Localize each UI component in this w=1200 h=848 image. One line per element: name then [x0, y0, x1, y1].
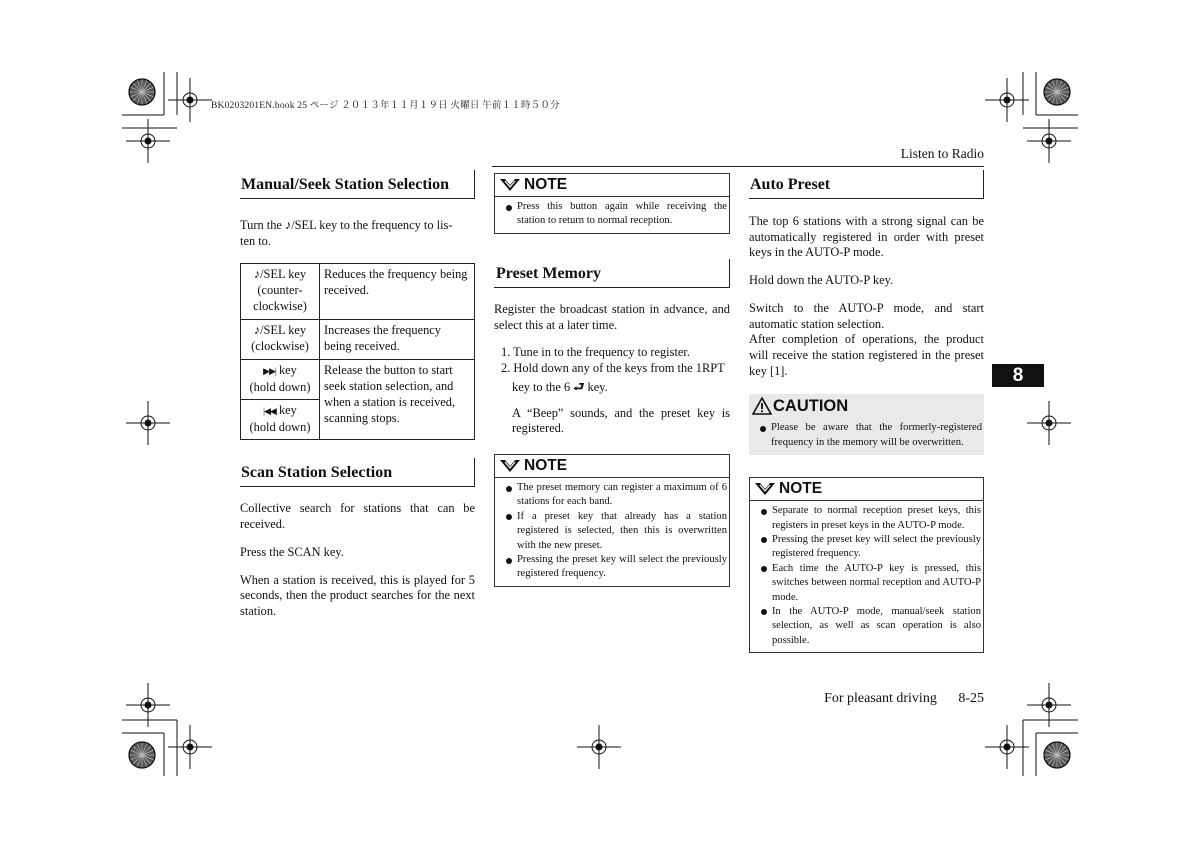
footer-page: 8-25: [958, 691, 984, 706]
manual-seek-title: Manual/Seek Station Selection: [241, 176, 450, 193]
note-header: [495, 174, 729, 197]
note-list: [750, 501, 983, 652]
key-cell: [241, 264, 320, 320]
note-list: [495, 478, 729, 586]
star-mark-tr: [1044, 79, 1070, 105]
desc-cell: Reduces the frequency being received.: [320, 264, 475, 320]
preset-title: Preset Memory: [496, 264, 601, 282]
note-item: Each time the AUTO-P key is pressed, this switches between normal reception and AUTO-P mode.: [760, 562, 981, 605]
column-1: [240, 170, 475, 620]
return-arrow-icon: ⮐: [573, 379, 585, 394]
scan-heading: [240, 458, 475, 487]
scan-p1: Collective search for stations that can be received.: [240, 501, 475, 532]
crosshair-mark-mr: [1027, 401, 1071, 445]
note-item: Pressing the preset key will select the previously registered frequency.: [505, 553, 727, 582]
step2-line1: 2. Hold down any of the keys from the 1RPT: [501, 360, 725, 375]
footer: [824, 691, 984, 707]
file-header: BK0203201EN.book 25 ページ ２０１３年１１月１９日 火曜日 午前１１時５０分: [211, 101, 560, 111]
note-item: Press this button again while receiving the station to return to normal reception.: [505, 200, 727, 229]
chapter-tab: [992, 364, 1044, 387]
note-item: Pressing the preset key will select the previously registered frequency.: [760, 533, 981, 562]
caution-box: [749, 394, 984, 455]
music-note-icon: ♪: [285, 218, 292, 232]
column-3: [749, 170, 984, 653]
scan-p2: Press the SCAN key.: [240, 544, 344, 559]
intro-prefix: Turn the: [240, 218, 282, 232]
caution-list: [749, 418, 984, 455]
star-mark-tl: [129, 79, 155, 105]
key-label: (hold down): [249, 420, 311, 435]
desc-cell: Release the button to start seek station selection, and when a station is received, scanning stops.: [320, 360, 475, 440]
note-item: The preset memory can register a maximum of 6 stations for each band.: [505, 481, 727, 510]
note-icon: [499, 177, 521, 193]
table-row: [241, 360, 475, 400]
caution-item: Please be aware that the formerly-registered frequency in the memory will be overwritten.: [759, 421, 982, 450]
step2-line2a: key to the 6: [512, 379, 571, 394]
crosshair-mark-br2: [985, 725, 1029, 769]
note-item: In the AUTO-P mode, manual/seek station selection, as well as scan operation is also possible.: [760, 605, 981, 648]
caution-header: [749, 394, 984, 418]
running-header: Listen to Radio: [900, 146, 984, 161]
key-label: key: [278, 363, 297, 378]
key-function-table: [240, 263, 475, 440]
key-label: /SEL key: [260, 323, 307, 338]
note-box-3: [749, 477, 984, 653]
auto-preset-title: Auto Preset: [750, 176, 831, 193]
crosshair-mark-bc: [577, 725, 621, 769]
chapter-number: 8: [1012, 365, 1024, 386]
preset-p1: Register the broadcast station in advance, and select this at a later time.: [494, 301, 730, 332]
desc-cell: Increases the frequency being received.: [320, 320, 475, 360]
music-note-icon: ♪: [253, 323, 261, 338]
crosshair-mark-ml: [126, 401, 170, 445]
note-item: Separate to normal reception preset keys, this registers in preset keys in the AUTO-P mode.: [760, 504, 981, 533]
note-item: If a preset key that already has a station registered is selected, then this is overwritten with the new preset.: [505, 510, 727, 553]
footer-section: For pleasant driving: [824, 691, 937, 706]
intro-rest: /SEL key to the frequency to lis-: [291, 218, 453, 232]
note-label: NOTE: [524, 176, 568, 193]
music-note-icon: ♪: [253, 267, 261, 282]
note-icon: [499, 458, 521, 474]
note-label: NOTE: [524, 457, 568, 475]
key-cell: [241, 400, 320, 440]
next-track-icon: ▶▶|: [263, 366, 276, 377]
note-box-2: [494, 454, 730, 587]
note-header: [495, 455, 729, 478]
manual-seek-heading: [240, 170, 475, 199]
crosshair-mark-tr2: [1027, 119, 1071, 163]
prev-track-icon: |◀◀: [263, 406, 276, 417]
auto-p3: Switch to the AUTO-P mode, and start automatic station selection.: [749, 300, 984, 331]
crosshair-mark-tr: [985, 78, 1029, 122]
note-header: [750, 478, 983, 501]
note-box-1: [494, 173, 730, 234]
note-list: [495, 197, 729, 233]
auto-p2: Hold down the AUTO-P key.: [749, 273, 894, 288]
preset-step2: [494, 361, 730, 397]
preset-step1: 1. Tune in to the frequency to register.: [501, 345, 690, 360]
warning-triangle-icon: [752, 397, 772, 415]
scan-title: Scan Station Selection: [241, 464, 393, 482]
star-mark-bl: [129, 742, 155, 768]
note-label: NOTE: [779, 480, 823, 498]
star-mark-br: [1044, 742, 1070, 768]
crosshair-mark-tl2: [126, 119, 170, 163]
key-label: clockwise): [253, 298, 307, 313]
key-label: (hold down): [249, 380, 311, 395]
key-cell: [241, 320, 320, 360]
step2-line2b: key.: [587, 379, 608, 394]
auto-p1: The top 6 stations with a strong signal can be automatically registered in order with preset keys in the AUTO-P mode.: [749, 214, 984, 260]
key-label: /SEL key: [260, 267, 307, 282]
table-row: [241, 320, 475, 360]
column-2: [494, 173, 730, 587]
manual-seek-intro: [240, 218, 475, 249]
scan-p3: When a station is received, this is played for 5 seconds, then the product searches for the next station.: [240, 572, 475, 618]
intro-line2: ten to.: [240, 233, 271, 248]
table-row: [241, 264, 475, 320]
caution-label: CAUTION: [773, 396, 849, 415]
note-icon: [754, 481, 776, 497]
key-label: (clockwise): [251, 339, 309, 354]
crosshair-mark-bl2: [168, 725, 212, 769]
preset-p2: A “Beep” sounds, and the preset key is registered.: [512, 405, 730, 436]
key-label: (counter-: [257, 283, 303, 298]
key-cell: [241, 360, 320, 400]
auto-p4: After completion of operations, the product will receive the station registered in the preset key [1].: [749, 332, 984, 378]
crosshair-mark-tl: [168, 78, 212, 122]
key-label: key: [278, 403, 297, 418]
preset-heading: [494, 259, 730, 288]
header-rule: [492, 166, 984, 167]
auto-preset-heading: [749, 170, 984, 199]
